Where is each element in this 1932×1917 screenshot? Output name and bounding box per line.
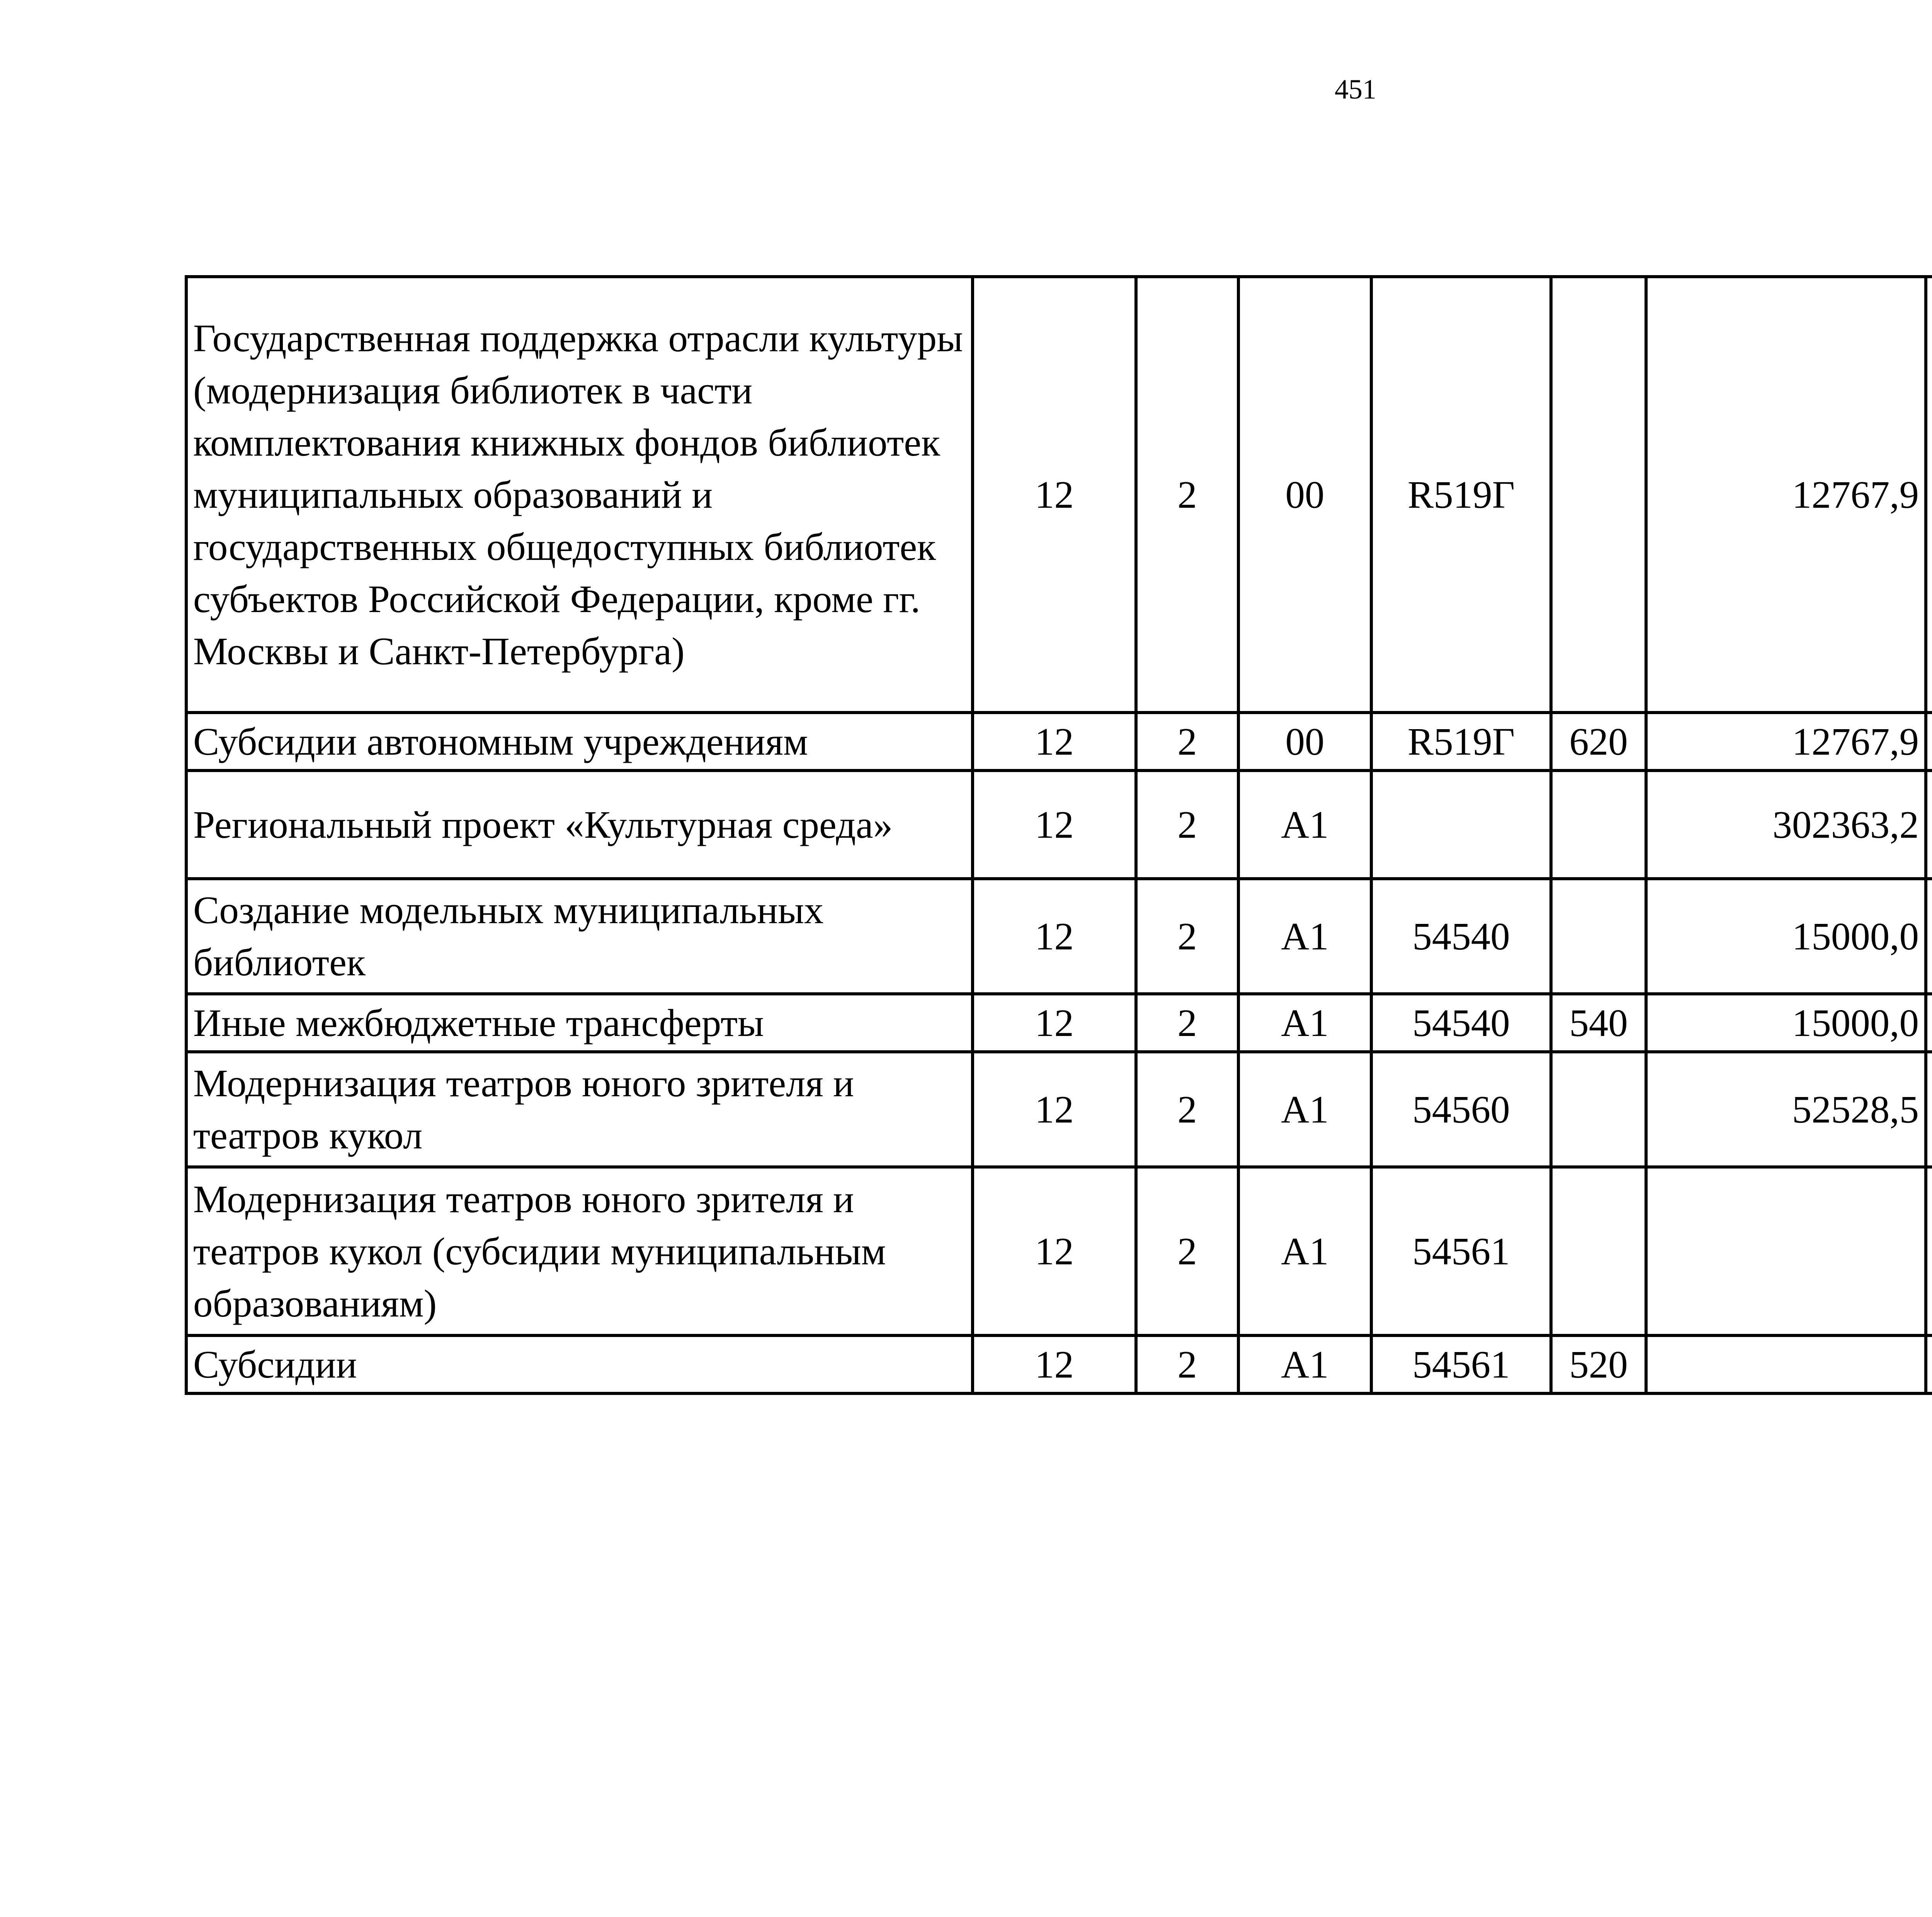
expense-type-code bbox=[1551, 879, 1646, 994]
budget-table bbox=[185, 275, 1932, 1395]
amount-year-1: 12767,9 bbox=[1646, 277, 1926, 713]
expense-type-code: 520 bbox=[1551, 1335, 1646, 1393]
direction-code: R519Г bbox=[1371, 713, 1551, 771]
direction-code: 54540 bbox=[1371, 879, 1551, 994]
direction-code: 54560 bbox=[1371, 1052, 1551, 1167]
row-description: Региональный проект «Культурная среда» bbox=[186, 771, 973, 879]
subprogram-code: А1 bbox=[1238, 879, 1371, 994]
amount-year-1: 15000,0 bbox=[1646, 879, 1926, 994]
table-row bbox=[186, 277, 1932, 713]
program-code: 2 bbox=[1136, 277, 1238, 713]
expense-type-code bbox=[1551, 277, 1646, 713]
amount-year-1: 15000,0 bbox=[1646, 994, 1926, 1052]
amount-year-1: 52528,5 bbox=[1646, 1052, 1926, 1167]
row-description: Иные межбюджетные трансферты bbox=[186, 994, 973, 1052]
table-row bbox=[186, 1335, 1932, 1393]
subprogram-code: А1 bbox=[1238, 771, 1371, 879]
program-code: 2 bbox=[1136, 879, 1238, 994]
direction-code: 54540 bbox=[1371, 994, 1551, 1052]
table-row bbox=[186, 879, 1932, 994]
expense-type-code bbox=[1551, 1052, 1646, 1167]
amount-year-1: 302363,2 bbox=[1646, 771, 1926, 879]
ministry-code: 12 bbox=[973, 1167, 1136, 1335]
amount-year-2 bbox=[1926, 713, 1932, 771]
page-number: 451 bbox=[1335, 74, 1376, 105]
subprogram-code: А1 bbox=[1238, 994, 1371, 1052]
row-description: Субсидии автономным учреждениям bbox=[186, 713, 973, 771]
expense-type-code: 540 bbox=[1551, 994, 1646, 1052]
program-code: 2 bbox=[1136, 994, 1238, 1052]
row-description: Модернизация театров юного зрителя и театров кукол bbox=[186, 1052, 973, 1167]
ministry-code: 12 bbox=[973, 771, 1136, 879]
table-row bbox=[186, 771, 1932, 879]
subprogram-code: А1 bbox=[1238, 1052, 1371, 1167]
row-description: Государственная поддержка отрасли культуры (модернизация библиотек в части комплектования книжных фондов библиотек муниципальных образований и государственных общедоступных библиотек субъектов Российской Федерации, кроме гг. Москвы и Санкт-Петербурга) bbox=[186, 277, 973, 713]
direction-code: 54561 bbox=[1371, 1167, 1551, 1335]
expense-type-code bbox=[1551, 1167, 1646, 1335]
ministry-code: 12 bbox=[973, 879, 1136, 994]
ministry-code: 12 bbox=[973, 994, 1136, 1052]
expense-type-code bbox=[1551, 771, 1646, 879]
table-row bbox=[186, 994, 1932, 1052]
row-description: Субсидии bbox=[186, 1335, 973, 1393]
ministry-code: 12 bbox=[973, 1052, 1136, 1167]
program-code: 2 bbox=[1136, 713, 1238, 771]
amount-year-2 bbox=[1926, 1167, 1932, 1335]
amount-year-2 bbox=[1926, 1052, 1932, 1167]
program-code: 2 bbox=[1136, 1167, 1238, 1335]
amount-year-2 bbox=[1926, 277, 1932, 713]
table-row bbox=[186, 713, 1932, 771]
program-code: 2 bbox=[1136, 1335, 1238, 1393]
ministry-code: 12 bbox=[973, 713, 1136, 771]
subprogram-code: А1 bbox=[1238, 1167, 1371, 1335]
program-code: 2 bbox=[1136, 1052, 1238, 1167]
table-row bbox=[186, 1052, 1932, 1167]
ministry-code: 12 bbox=[973, 1335, 1136, 1393]
ministry-code: 12 bbox=[973, 277, 1136, 713]
subprogram-code: 00 bbox=[1238, 277, 1371, 713]
expense-type-code: 620 bbox=[1551, 713, 1646, 771]
amount-year-2 bbox=[1926, 771, 1932, 879]
row-description: Создание модельных муниципальных библиотек bbox=[186, 879, 973, 994]
subprogram-code: 00 bbox=[1238, 713, 1371, 771]
amount-year-2 bbox=[1926, 1335, 1932, 1393]
amount-year-2 bbox=[1926, 994, 1932, 1052]
direction-code: 54561 bbox=[1371, 1335, 1551, 1393]
program-code: 2 bbox=[1136, 771, 1238, 879]
direction-code bbox=[1371, 771, 1551, 879]
row-description: Модернизация театров юного зрителя и театров кукол (субсидии муниципальным образованиям) bbox=[186, 1167, 973, 1335]
table-row bbox=[186, 1167, 1932, 1335]
amount-year-1 bbox=[1646, 1167, 1926, 1335]
amount-year-1: 12767,9 bbox=[1646, 713, 1926, 771]
direction-code: R519Г bbox=[1371, 277, 1551, 713]
amount-year-2 bbox=[1926, 879, 1932, 994]
subprogram-code: А1 bbox=[1238, 1335, 1371, 1393]
amount-year-1 bbox=[1646, 1335, 1926, 1393]
